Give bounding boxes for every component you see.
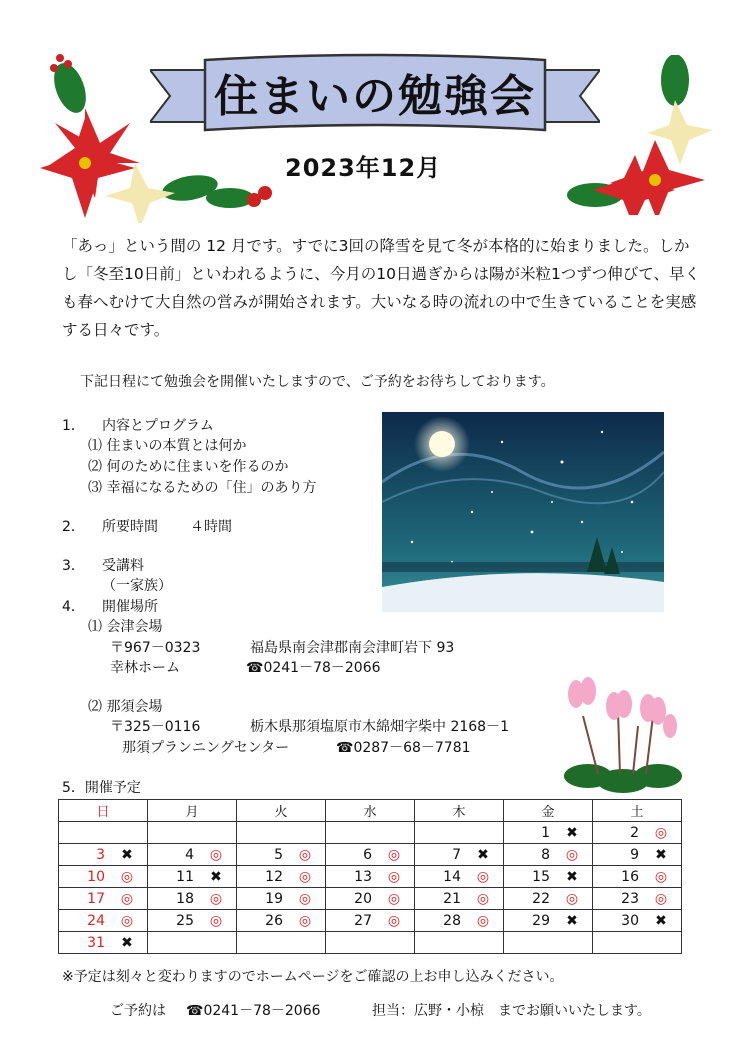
section-3-heading: 3． 受講料 [62,558,144,574]
calendar-header: 木 [415,800,504,822]
unavailable-mark: ✖ [566,824,578,841]
calendar-day-cell [504,910,593,932]
calendar-day-cell [326,844,415,866]
available-mark: ◎ [120,890,134,907]
day-number: 24 [87,912,105,929]
calendar-day-cell [326,866,415,888]
calendar-day-cell [504,866,593,888]
calendar-week-row [59,888,682,910]
venue-2-address: 栃木県那須塩原市木綿畑字柴中 2168－1 [250,719,509,735]
venue-2-name: ⑵ 那須会場 [88,699,163,715]
calendar-week-row [59,844,682,866]
unavailable-mark: ✖ [477,846,489,863]
calendar-day-cell [237,822,326,844]
section-1-item: ⑴ 住まいの本質とは何か [88,438,247,454]
calendar-week-row [59,932,682,954]
day-number: 22 [532,890,550,907]
day-number: 11 [176,868,194,885]
footer-reserve: ご予約は [110,1003,166,1019]
section-3-sub: （一家族） [102,578,172,594]
calendar-day-cell [59,932,148,954]
available-mark: ◎ [120,912,134,929]
available-mark: ◎ [654,890,668,907]
calendar-day-cell [415,822,504,844]
calendar-day-cell [504,844,593,866]
calendar-day-cell [326,910,415,932]
calendar-header: 金 [504,800,593,822]
calendar-day-cell [415,888,504,910]
calendar-day-cell [148,910,237,932]
day-number: 30 [621,912,639,929]
winter-night-image [382,412,664,612]
venue-1-address: 福島県南会津郡南会津町岩下 93 [250,640,455,656]
section-2-heading: 2． 所要時間 ４時間 [62,519,232,535]
day-number: 27 [354,912,372,929]
venue-1-zip: 〒967－0323 [110,640,201,656]
calendar-header: 土 [593,800,682,822]
poinsettia-right-decoration [565,55,715,215]
calendar-day-cell [504,932,593,954]
day-number: 1 [541,824,550,841]
unavailable-mark: ✖ [655,846,667,863]
day-number: 23 [621,890,639,907]
available-mark: ◎ [298,912,312,929]
available-mark: ◎ [654,824,668,841]
calendar-day-cell [237,910,326,932]
available-mark: ◎ [209,890,223,907]
calendar-day-cell [59,910,148,932]
available-mark: ◎ [654,868,668,885]
calendar-week-row [59,910,682,932]
calendar-day-cell [148,932,237,954]
available-mark: ◎ [565,846,579,863]
day-number: 10 [87,868,105,885]
day-number: 28 [443,912,461,929]
day-number: 12 [265,868,283,885]
calendar-week-row [59,866,682,888]
calendar-day-cell [237,866,326,888]
day-number: 20 [354,890,372,907]
available-mark: ◎ [476,912,490,929]
venue-1-tel: ☎0241－78－2066 [246,660,381,676]
available-mark: ◎ [387,890,401,907]
calendar-day-cell [148,866,237,888]
unavailable-mark: ✖ [121,846,133,863]
available-mark: ◎ [387,912,401,929]
calendar-day-cell [237,888,326,910]
section-1-heading: 1． 内容とプログラム [62,418,214,434]
unavailable-mark: ✖ [566,912,578,929]
calendar-day-cell [415,844,504,866]
section-5-heading: 5．開催予定 [62,780,141,796]
calendar-day-cell [148,822,237,844]
invite-text: 下記日程にて勉強会を開催いたしますので、ご予約をお待ちしております。 [80,374,555,390]
available-mark: ◎ [298,890,312,907]
venue-2-company: 那須プランニングセンター [122,740,290,756]
calendar-day-cell [148,888,237,910]
calendar-day-cell [148,844,237,866]
calendar-day-cell [593,844,682,866]
section-1-item: ⑵ 何のために住まいを作るのか [88,459,289,475]
calendar-day-cell [59,844,148,866]
footer-contact: 担当：広野・小椋 までお願いいたします。 [372,1003,651,1019]
calendar-day-cell [593,932,682,954]
available-mark: ◎ [209,912,223,929]
day-number: 19 [265,890,283,907]
venue-1-name: ⑴ 会津会場 [88,619,163,635]
available-mark: ◎ [120,868,134,885]
calendar-day-cell [593,910,682,932]
venue-2-zip: 〒325－0116 [110,719,201,735]
day-number: 25 [176,912,194,929]
footer-tel: ☎0241－78－2066 [186,1003,321,1019]
available-mark: ◎ [476,868,490,885]
intro-paragraph: 「あっ」という間の 12 月です。すでに3回の降雪を見て冬が本格的に始まりました。しかし「冬至10日前」といわれるように、今月の10日過ぎからは陽が米粒1つずつ伸びて、早くも春へむけて大自然の営みが開始されます。大いなる時の流れの中で生きていることを実感する日々です。 [62,237,701,339]
calendar-header: 火 [237,800,326,822]
calendar-day-cell [504,822,593,844]
day-number: 16 [621,868,639,885]
calendar-day-cell [326,888,415,910]
available-mark: ◎ [298,868,312,885]
day-number: 21 [443,890,461,907]
calendar-day-cell [593,866,682,888]
section-4-heading: 4． 開催場所 [62,599,158,615]
venue-1-company: 幸林ホーム [110,660,180,676]
unavailable-mark: ✖ [566,868,578,885]
calendar-header: 月 [148,800,237,822]
date-heading: 2023年12月 [285,154,442,182]
day-number: 18 [176,890,194,907]
available-mark: ◎ [298,846,312,863]
calendar-day-cell [59,866,148,888]
calendar-day-cell [593,822,682,844]
calendar-week-row [59,822,682,844]
calendar-day-cell [326,932,415,954]
day-number: 13 [354,868,372,885]
day-number: 29 [532,912,550,929]
day-number: 3 [96,846,105,863]
calendar-day-cell [59,822,148,844]
calendar-day-cell [59,888,148,910]
calendar-header: 日 [59,800,148,822]
available-mark: ◎ [476,890,490,907]
calendar-day-cell [415,932,504,954]
day-number: 26 [265,912,283,929]
calendar-day-cell [415,910,504,932]
available-mark: ◎ [209,846,223,863]
note-text: ※予定は刻々と変わりますのでホームページをご確認の上お申し込みください。 [62,969,564,985]
available-mark: ◎ [387,868,401,885]
venue-2-tel: ☎0287－68－7781 [336,740,471,756]
section-1-item: ⑶ 幸福になるための「住」のあり方 [88,480,317,496]
calendar-day-cell [237,932,326,954]
day-number: 6 [363,846,372,863]
day-number: 17 [87,890,105,907]
day-number: 4 [185,846,194,863]
calendar-header: 水 [326,800,415,822]
day-number: 15 [532,868,550,885]
available-mark: ◎ [565,890,579,907]
calendar-day-cell [326,822,415,844]
schedule-calendar [58,799,682,954]
unavailable-mark: ✖ [210,868,222,885]
day-number: 31 [87,934,105,951]
poinsettia-left-decoration [40,48,280,223]
page-title: 住まいの勉強会 [214,71,536,122]
day-number: 5 [274,846,283,863]
calendar-day-cell [237,844,326,866]
calendar-day-cell [593,888,682,910]
day-number: 2 [630,824,639,841]
calendar-day-cell [415,866,504,888]
unavailable-mark: ✖ [655,912,667,929]
cyclamen-flower-image [558,676,686,794]
day-number: 8 [541,846,550,863]
available-mark: ◎ [387,846,401,863]
unavailable-mark: ✖ [121,934,133,951]
day-number: 14 [443,868,461,885]
calendar-day-cell [504,888,593,910]
day-number: 9 [630,846,639,863]
day-number: 7 [452,846,461,863]
